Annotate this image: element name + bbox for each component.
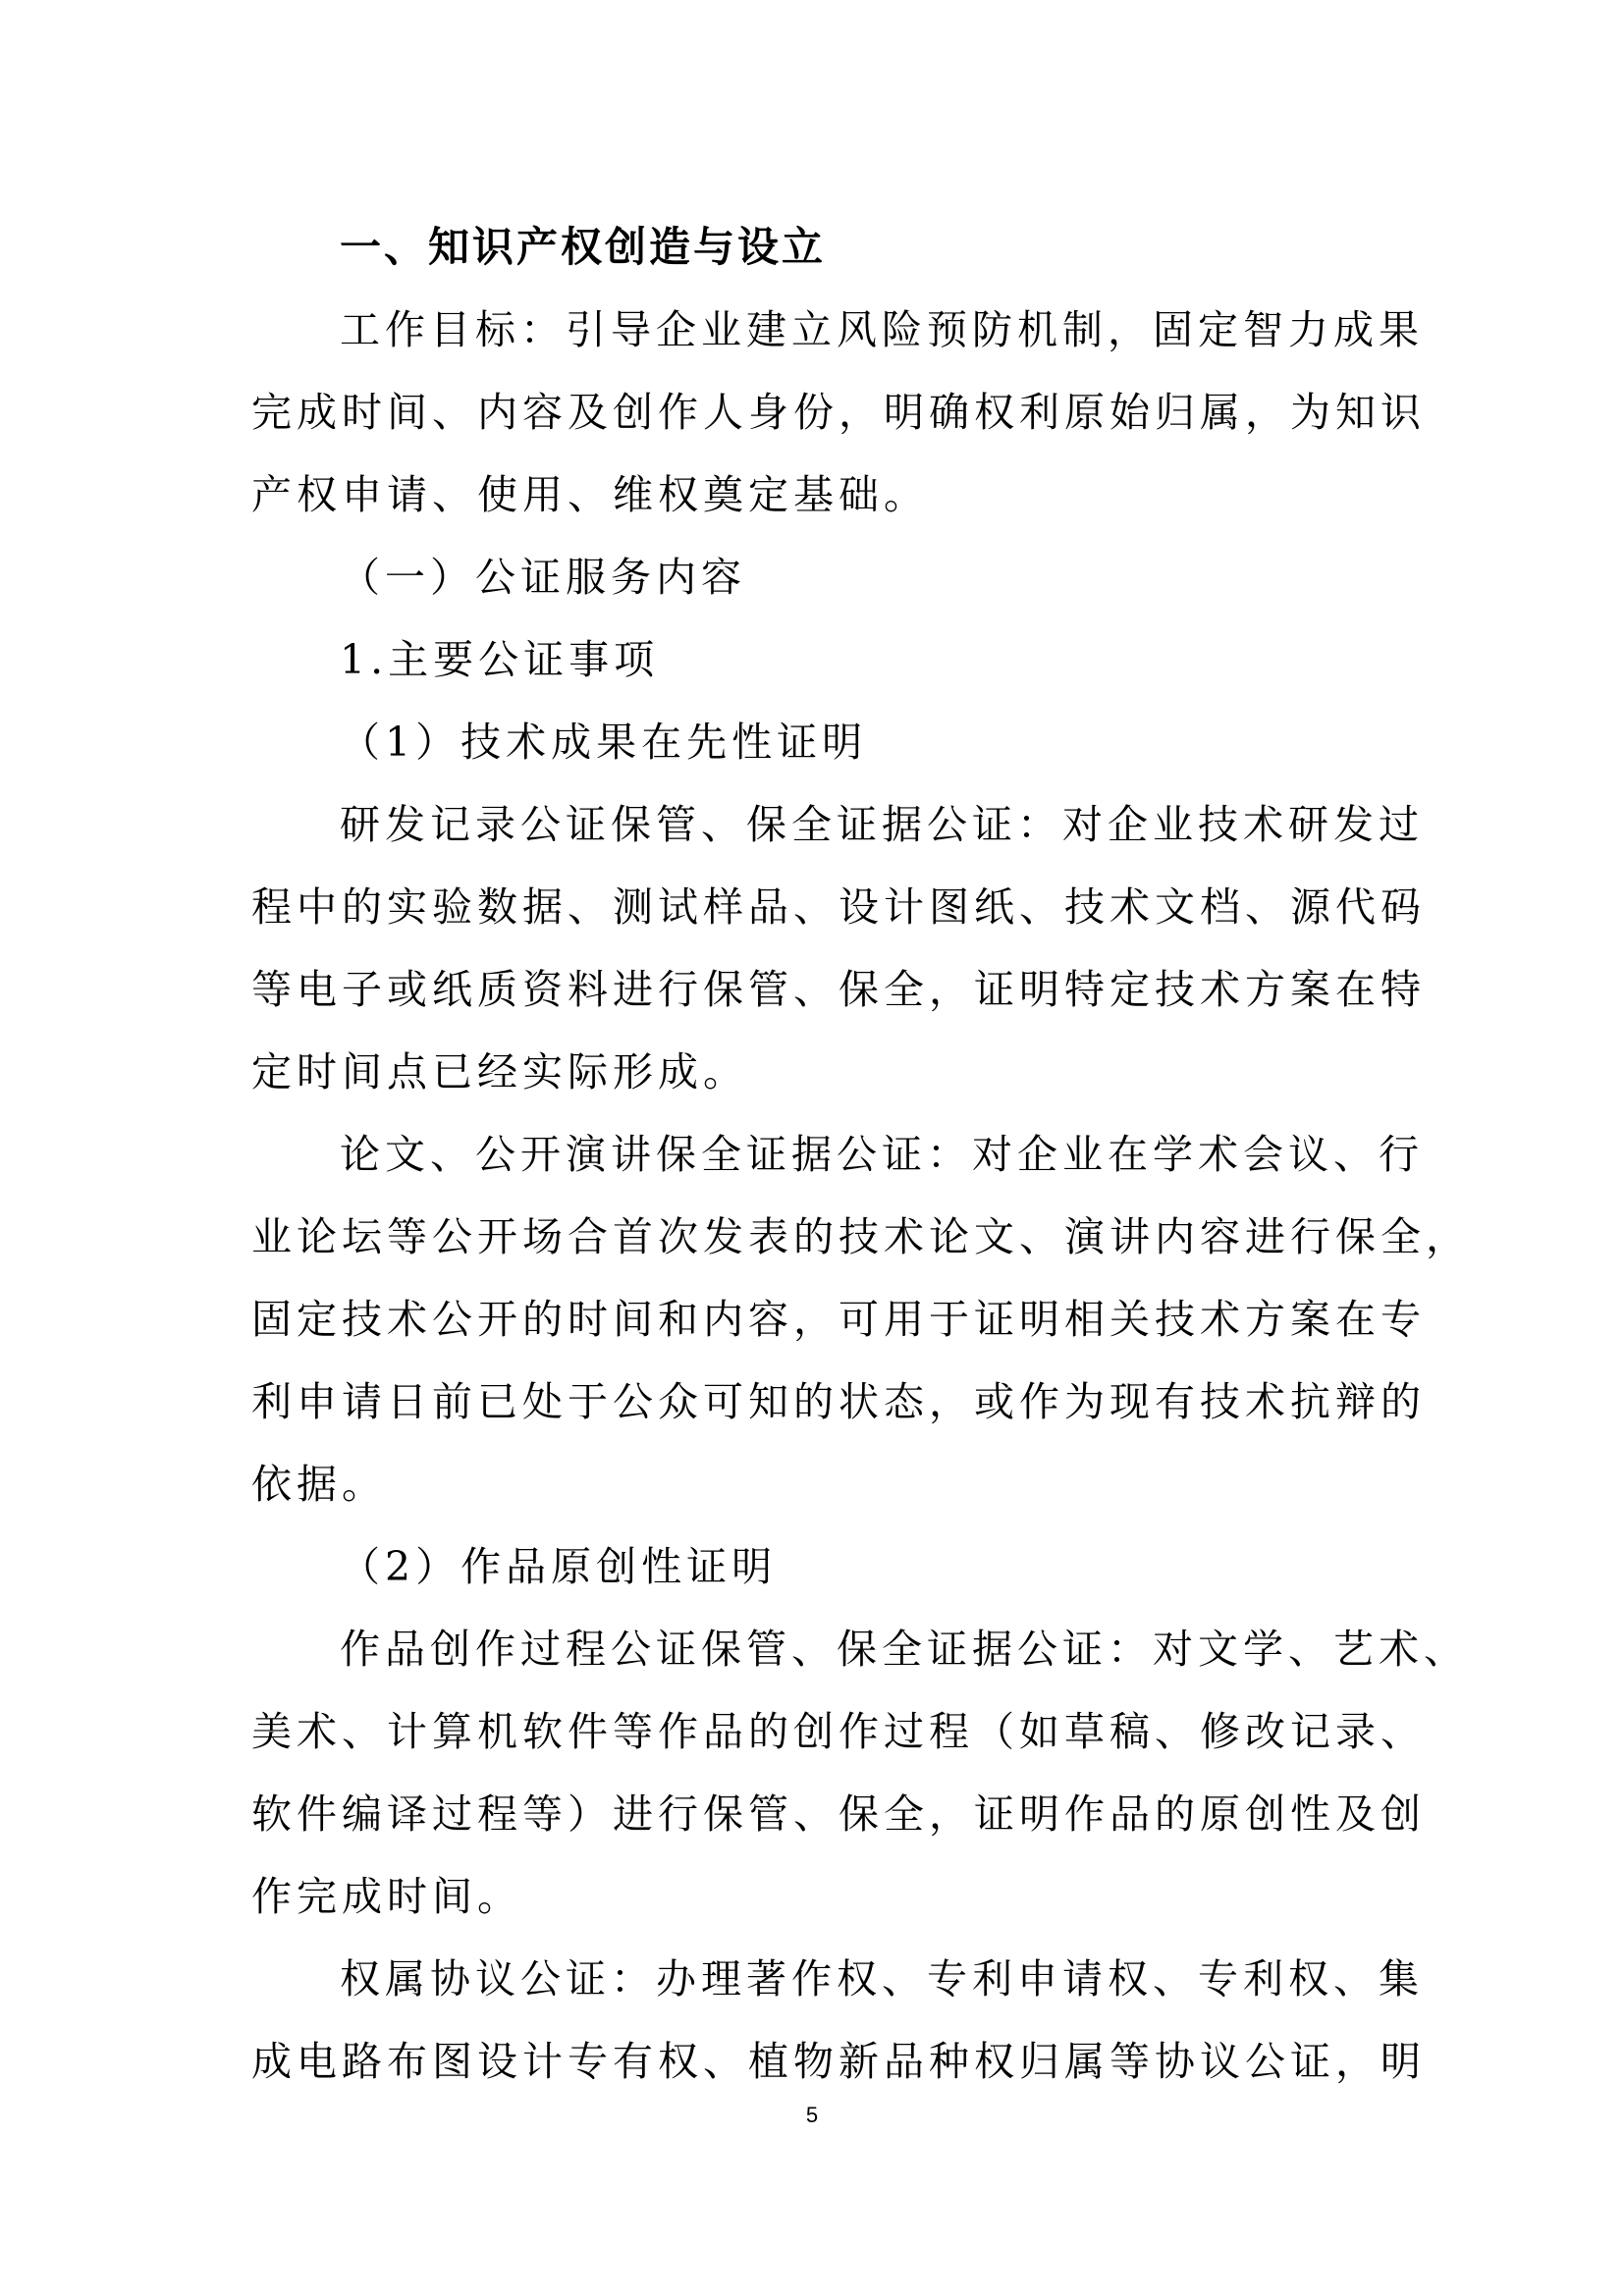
section-heading: 一、知识产权创造与设立 xyxy=(340,223,827,271)
item-subheading: （1）技术成果在先性证明 xyxy=(340,719,868,766)
paragraph-line: 利申请日前已处于公众可知的状态，或作为现有技术抗辩的 xyxy=(251,1378,1426,1425)
paragraph-line: 研发记录公证保管、保全证据公证：对企业技术研发过 xyxy=(340,801,1424,848)
item-heading: 1.主要公证事项 xyxy=(340,636,660,683)
item-subheading: （2）作品原创性证明 xyxy=(340,1543,778,1590)
page-number: 5 xyxy=(805,2103,819,2127)
paragraph-line: 工作目标：引导企业建立风险预防机制，固定智力成果 xyxy=(340,306,1424,353)
paragraph-line: 美术、计算机软件等作品的创作过程（如草稿、修改记录、 xyxy=(251,1708,1426,1755)
paragraph-line: 软件编译过程等）进行保管、保全，证明作品的原创性及创 xyxy=(251,1790,1426,1838)
paragraph-line: 产权申请、使用、维权奠定基础。 xyxy=(251,471,929,518)
paragraph-line: 完成时间、内容及创作人身份，明确权利原始归属，为知识 xyxy=(251,389,1426,436)
subsection-heading: （一）公证服务内容 xyxy=(340,554,746,601)
paragraph-line: 成电路布图设计专有权、植物新品种权归属等协议公证，明 xyxy=(251,2038,1426,2085)
paragraph-line: 等电子或纸质资料进行保管、保全，证明特定技术方案在特 xyxy=(251,966,1426,1013)
paragraph-line: 依据。 xyxy=(251,1461,387,1508)
paragraph-line: 作品创作过程公证保管、保全证据公证：对文学、艺术、 xyxy=(340,1626,1469,1673)
paragraph-line: 论文、公开演讲保全证据公证：对企业在学术会议、行 xyxy=(340,1131,1424,1178)
paragraph-line: 业论坛等公开场合首次发表的技术论文、演讲内容进行保全， xyxy=(251,1213,1471,1260)
paragraph-line: 权属协议公证：办理著作权、专利申请权、专利权、集 xyxy=(340,1955,1424,2002)
paragraph-line: 固定技术公开的时间和内容，可用于证明相关技术方案在专 xyxy=(251,1296,1426,1343)
paragraph-line: 作完成时间。 xyxy=(251,1873,522,1920)
paragraph-line: 定时间点已经实际形成。 xyxy=(251,1048,748,1095)
paragraph-line: 程中的实验数据、测试样品、设计图纸、技术文档、源代码 xyxy=(251,883,1426,931)
